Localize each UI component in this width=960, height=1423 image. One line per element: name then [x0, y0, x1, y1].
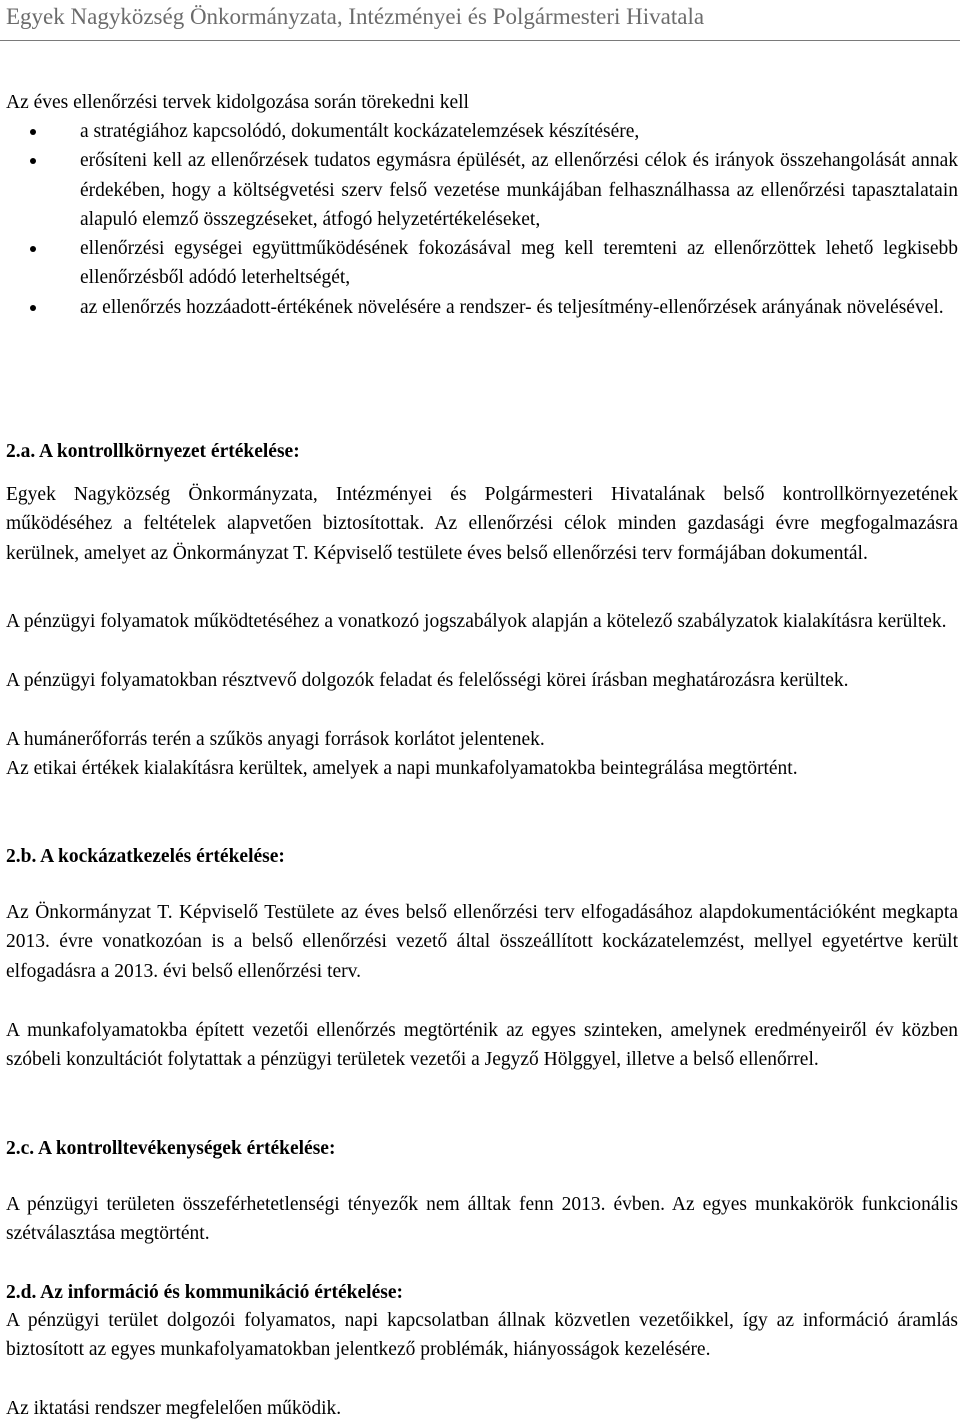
section-heading-risk-management: 2.b. A kockázatkezelés értékelése:: [6, 846, 285, 867]
list-item: [6, 293, 960, 322]
paragraph: Az iktatási rendszer megfelelően működik.: [6, 1398, 342, 1419]
paragraph: A pénzügyi folyamatok működtetéséhez a vonatkozó jogszabályok alapján a kötelező szabályzatok kialakításra kerültek.: [6, 611, 947, 632]
paragraph: Az etikai értékek kialakításra kerültek, amelyek a napi munkafolyamatokba beintegrálása megtörtént.: [6, 758, 798, 779]
paragraph: A munkafolyamatokba épített vezetői ellenőrzés megtörténik az egyes szinteken, amelynek eredményeiről év közben szóbeli konzultációt folytattak a pénzügyi területek vezetői a Jegyző Hölggyel, illetve a belső ellenőrrel.: [6, 1020, 958, 1071]
section-heading-control-activities: 2.c. A kontrolltevékenységek értékelése:: [6, 1138, 336, 1159]
list-item-text: erősíteni kell az ellenőrzések tudatos egymásra épülését, az ellenőrzési célok és irányok összehangolását annak érdekében, hogy a költségvetési szerv felső vezetése munkájában felhasználhassa az ellenőrzési tapasztalatain alapuló elemző összegzéseket, átfogó helyzetértékeléseket,: [80, 150, 958, 230]
section-heading-information-communication: 2.d. Az információ és kommunikáció értékelése:: [6, 1282, 403, 1303]
bullet-icon: [30, 158, 36, 164]
header-divider: [0, 40, 960, 41]
bullet-icon: [30, 246, 36, 252]
bullet-icon: [30, 305, 36, 311]
paragraph: A humánerőforrás terén a szűkös anyagi források korlátot jelentenek.: [6, 729, 545, 750]
section-heading-control-environment: 2.a. A kontrollkörnyezet értékelése:: [6, 441, 300, 462]
list-item-text: az ellenőrzés hozzáadott-értékének növelésére a rendszer- és teljesítmény-ellenőrzések arányának növelésével.: [80, 296, 944, 318]
page-header: Egyek Nagyközség Önkormányzata, Intézményei és Polgármesteri Hivatala: [6, 4, 705, 29]
list-item-text: ellenőrzési egységei együttműködésének fokozásával meg kell teremteni az ellenőrzöttek lehető legkisebb ellenőrzésből adódó leterheltségét,: [80, 238, 958, 289]
paragraph: Egyek Nagyközség Önkormányzata, Intézményei és Polgármesteri Hivatalának belső kontrollkörnyezetének működéséhez a feltételek alapvetően biztosítottak. Az ellenőrzési célok minden gazdasági évre megfogalmazásra kerülnek, amelyet az Önkormányzat T. Képviselő testülete éves belső ellenőrzési terv formájában dokumentál.: [6, 484, 958, 564]
intro-lead: Az éves ellenőrzési tervek kidolgozása során törekedni kell: [6, 92, 469, 113]
bullet-icon: [30, 129, 36, 135]
paragraph: Az Önkormányzat T. Képviselő Testülete az éves belső ellenőrzési terv elfogadásához alapdokumentációként megkapta 2013. évre vonatkozóan is a belső ellenőrzési vezető által összeállított kockázatelemzést, mellyel egyetértve került elfogadásra a 2013. évi belső ellenőrzési terv.: [6, 902, 958, 982]
paragraph: A pénzügyi terület dolgozói folyamatos, napi kapcsolatban állnak közvetlen vezetőikkel, így az információ áramlás biztosított az egyes munkafolyamatokban jelentkező problémák, hiányosságok kezelésére.: [6, 1310, 958, 1361]
intro-bullet-list: [6, 117, 960, 322]
paragraph: A pénzügyi területen összeférhetetlenségi tényezők nem álltak fenn 2013. évben. Az egyes munkakörök funkcionális szétválasztása megtörtént.: [6, 1194, 958, 1245]
list-item: [6, 117, 960, 146]
list-item-text: a stratégiához kapcsolódó, dokumentált kockázatelemzések készítésére,: [80, 121, 640, 142]
paragraph: A pénzügyi folyamatokban résztvevő dolgozók feladat és felelősségi körei írásban meghatározásra kerültek.: [6, 670, 849, 691]
list-item: [6, 234, 960, 293]
list-item: [6, 146, 960, 234]
